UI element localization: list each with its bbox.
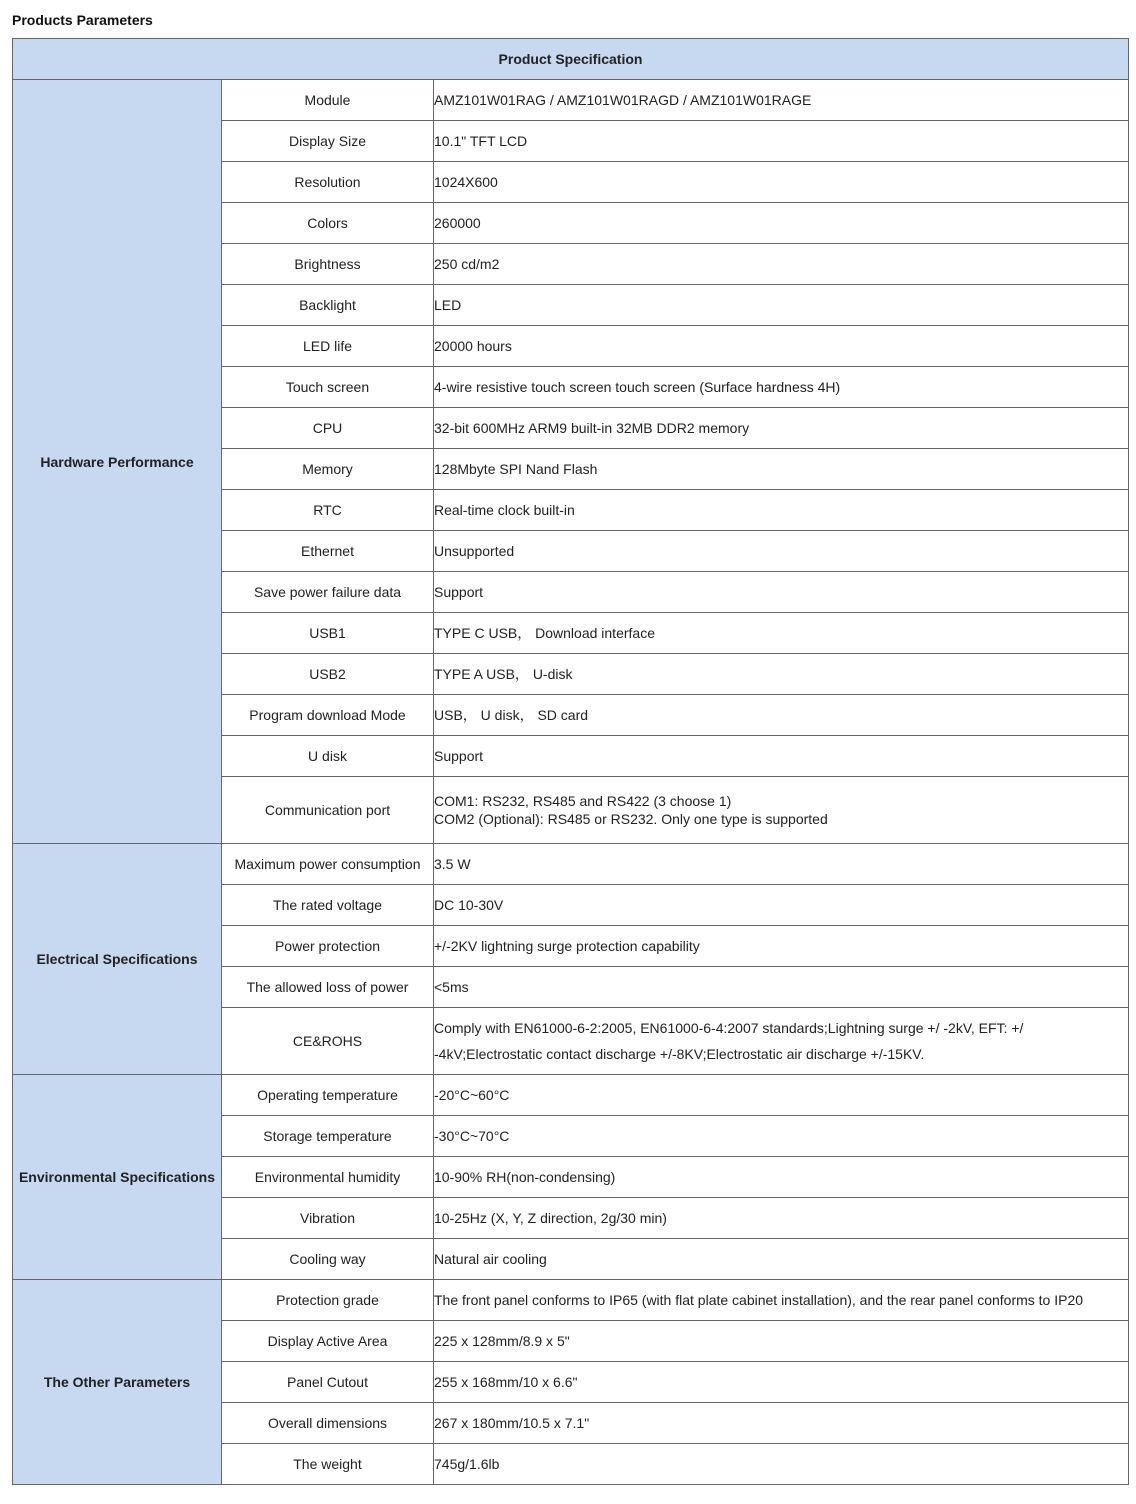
param-name: RTC (222, 490, 434, 531)
param-value: <5ms (434, 967, 1129, 1008)
param-name: Environmental humidity (222, 1157, 434, 1198)
param-name: USB1 (222, 613, 434, 654)
param-name: Brightness (222, 244, 434, 285)
param-value: 255 x 168mm/10 x 6.6" (434, 1362, 1129, 1403)
param-value: 128Mbyte SPI Nand Flash (434, 449, 1129, 490)
table-row (13, 1075, 1129, 1116)
table-row (13, 1280, 1129, 1321)
param-value: TYPE A USB， U-disk (434, 654, 1129, 695)
param-name: Cooling way (222, 1239, 434, 1280)
param-name: Program download Mode (222, 695, 434, 736)
param-value: 10-90% RH(non-condensing) (434, 1157, 1129, 1198)
spec-table-body (13, 80, 1129, 1485)
param-name: CPU (222, 408, 434, 449)
param-value: USB， U disk， SD card (434, 695, 1129, 736)
param-value: Support (434, 736, 1129, 777)
param-name: Operating temperature (222, 1075, 434, 1116)
param-value: LED (434, 285, 1129, 326)
param-name: Resolution (222, 162, 434, 203)
param-name: The allowed loss of power (222, 967, 434, 1008)
group-label: The Other Parameters (13, 1280, 222, 1485)
param-name: Colors (222, 203, 434, 244)
param-value: 10.1" TFT LCD (434, 121, 1129, 162)
param-value: 1024X600 (434, 162, 1129, 203)
param-value: 10-25Hz (X, Y, Z direction, 2g/30 min) (434, 1198, 1129, 1239)
param-value: -30°C~70°C (434, 1116, 1129, 1157)
param-name: Display Size (222, 121, 434, 162)
param-name: Memory (222, 449, 434, 490)
param-name: Power protection (222, 926, 434, 967)
param-name: USB2 (222, 654, 434, 695)
param-name: Panel Cutout (222, 1362, 434, 1403)
param-value: AMZ101W01RAG / AMZ101W01RAGD / AMZ101W01RAGE (434, 80, 1129, 121)
param-value: DC 10-30V (434, 885, 1129, 926)
param-value: 745g/1.6lb (434, 1444, 1129, 1485)
param-value: Natural air cooling (434, 1239, 1129, 1280)
param-name: Backlight (222, 285, 434, 326)
param-name: Protection grade (222, 1280, 434, 1321)
param-name: Module (222, 80, 434, 121)
param-value: The front panel conforms to IP65 (with flat plate cabinet installation), and the rear panel conforms to IP20 (434, 1280, 1129, 1321)
param-value: 260000 (434, 203, 1129, 244)
param-name: Ethernet (222, 531, 434, 572)
table-row (13, 80, 1129, 121)
param-name: Display Active Area (222, 1321, 434, 1362)
param-value: Unsupported (434, 531, 1129, 572)
param-value-line: COM1: RS232, RS485 and RS422 (3 choose 1) (434, 793, 732, 809)
param-value: 3.5 W (434, 844, 1129, 885)
group-label: Hardware Performance (13, 80, 222, 844)
param-name: The weight (222, 1444, 434, 1485)
param-value (434, 777, 1129, 844)
page-heading: Products Parameters (12, 12, 153, 28)
param-name: Vibration (222, 1198, 434, 1239)
param-value-line: -4kV;Electrostatic contact discharge +/-8KV;Electrostatic air discharge +/-15KV. (434, 1046, 925, 1062)
param-value-line: Comply with EN61000-6-2:2005, EN61000-6-4:2007 standards;Lightning surge +/ -2kV, EFT: +/ (434, 1020, 1024, 1036)
table-row (13, 844, 1129, 885)
spec-table-header: Product Specification (13, 39, 1129, 80)
param-name: LED life (222, 326, 434, 367)
param-value: 267 x 180mm/10.5 x 7.1" (434, 1403, 1129, 1444)
param-value: TYPE C USB， Download interface (434, 613, 1129, 654)
group-label: Electrical Specifications (13, 844, 222, 1075)
param-name: Save power failure data (222, 572, 434, 613)
param-value: 4-wire resistive touch screen touch screen (Surface hardness 4H) (434, 367, 1129, 408)
param-name: Communication port (222, 777, 434, 844)
group-label: Environmental Specifications (13, 1075, 222, 1280)
param-value: 250 cd/m2 (434, 244, 1129, 285)
param-value: -20°C~60°C (434, 1075, 1129, 1116)
param-name: Storage temperature (222, 1116, 434, 1157)
param-value (434, 1008, 1129, 1075)
param-value: Real-time clock built-in (434, 490, 1129, 531)
param-value: 32-bit 600MHz ARM9 built-in 32MB DDR2 memory (434, 408, 1129, 449)
param-name: Maximum power consumption (222, 844, 434, 885)
product-spec-table (12, 38, 1129, 1485)
param-value-line: COM2 (Optional): RS485 or RS232. Only one type is supported (434, 811, 828, 827)
param-value: 225 x 128mm/8.9 x 5" (434, 1321, 1129, 1362)
param-name: Overall dimensions (222, 1403, 434, 1444)
param-name: U disk (222, 736, 434, 777)
param-name: Touch screen (222, 367, 434, 408)
param-value: 20000 hours (434, 326, 1129, 367)
param-value: +/-2KV lightning surge protection capability (434, 926, 1129, 967)
param-value: Support (434, 572, 1129, 613)
param-name: The rated voltage (222, 885, 434, 926)
param-name: CE&ROHS (222, 1008, 434, 1075)
